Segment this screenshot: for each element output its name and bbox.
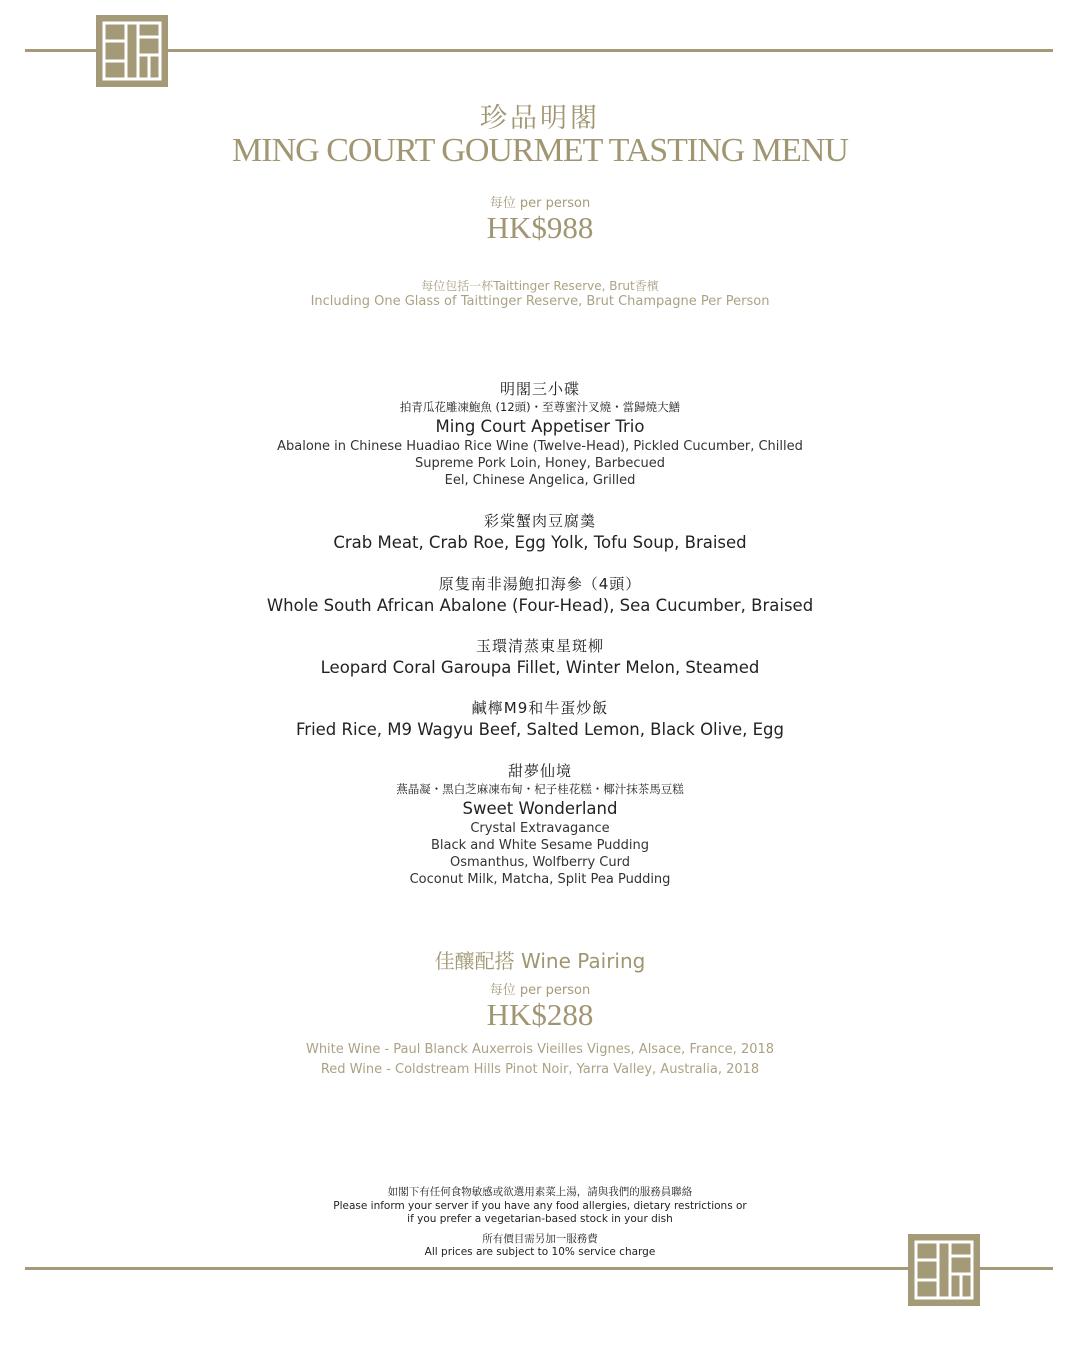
allergy-note-en-1: Please inform your server if you have any food allergies, dietary restrictions or bbox=[333, 1200, 747, 1212]
course-name-en: Ming Court Appetiser Trio bbox=[435, 417, 645, 436]
wine-pairing-title: 佳釀配搭 Wine Pairing bbox=[434, 949, 646, 973]
per-person-label: 每位 per person bbox=[489, 196, 591, 211]
ming-court-logo-icon bbox=[96, 15, 168, 87]
course-name-zh: 明閣三小碟 bbox=[499, 380, 580, 398]
allergy-note-en-2: if you prefer a vegetarian-based stock in your dish bbox=[407, 1213, 673, 1225]
course-appetiser-trio bbox=[0, 380, 1080, 489]
white-wine-line: White Wine - Paul Blanck Auxerrois Vieilles Vignes, Alsace, France, 2018 bbox=[305, 1042, 775, 1057]
course-detail: Crystal Extravagance bbox=[470, 821, 610, 836]
course-fried-rice bbox=[0, 699, 1080, 741]
wine-per-person-label: 每位 per person bbox=[489, 983, 591, 998]
course-detail: Osmanthus, Wolfberry Curd bbox=[450, 855, 630, 870]
allergy-note-zh: 如閣下有任何食物敏感或欲選用素菜上湯，請與我們的服務員聯絡 bbox=[387, 1186, 693, 1198]
course-name-zh: 玉環清蒸東星斑柳 bbox=[475, 637, 604, 655]
course-name-zh: 甜夢仙境 bbox=[507, 762, 572, 780]
course-abalone bbox=[0, 575, 1080, 617]
red-wine-line: Red Wine - Coldstream Hills Pinot Noir, Yarra Valley, Australia, 2018 bbox=[320, 1062, 760, 1077]
top-rule bbox=[25, 49, 1053, 52]
service-charge-en: All prices are subject to 10% service charge bbox=[424, 1246, 656, 1258]
course-garoupa bbox=[0, 637, 1080, 679]
wine-pairing-price: HK$288 bbox=[486, 997, 594, 1032]
menu-title-zh: 珍品明閣 bbox=[480, 103, 600, 134]
course-sweet-wonderland bbox=[0, 762, 1080, 888]
course-name-en: Fried Rice, M9 Wagyu Beef, Salted Lemon, Black Olive, Egg bbox=[296, 720, 784, 739]
menu-price: HK$988 bbox=[486, 210, 594, 245]
champagne-note-zh: 每位包括一杯Taittinger Reserve, Brut香檳 bbox=[421, 279, 659, 293]
bottom-rule bbox=[25, 1267, 1053, 1270]
course-crab-soup bbox=[0, 512, 1080, 554]
course-detail: Black and White Sesame Pudding bbox=[430, 838, 650, 853]
course-name-en: Whole South African Abalone (Four-Head), Sea Cucumber, Braised bbox=[266, 596, 814, 615]
course-detail: Eel, Chinese Angelica, Grilled bbox=[444, 473, 636, 488]
service-charge-zh: 所有價目需另加一服務費 bbox=[482, 1233, 598, 1245]
course-detail: Coconut Milk, Matcha, Split Pea Pudding bbox=[409, 872, 671, 887]
menu-title-en: MING COURT GOURMET TASTING MENU bbox=[232, 132, 848, 169]
course-name-zh: 原隻南非湯鮑扣海參（4頭） bbox=[438, 575, 642, 593]
course-items-zh: 拍青瓜花雕凍鮑魚 (12頭)・至尊蜜汁叉燒・當歸燒大鱔 bbox=[399, 400, 681, 414]
course-detail: Supreme Pork Loin, Honey, Barbecued bbox=[414, 456, 666, 471]
course-name-en: Crab Meat, Crab Roe, Egg Yolk, Tofu Soup, Braised bbox=[333, 533, 747, 552]
course-items-zh: 燕晶凝・黑白芝麻凍布甸・杞子桂花糕・椰汁抹茶馬豆糕 bbox=[396, 782, 684, 796]
course-name-zh: 彩棠蟹肉豆腐羹 bbox=[483, 512, 596, 530]
course-name-en: Sweet Wonderland bbox=[462, 799, 618, 818]
course-name-en: Leopard Coral Garoupa Fillet, Winter Melon, Steamed bbox=[320, 658, 760, 677]
champagne-note-en: Including One Glass of Taittinger Reserve, Brut Champagne Per Person bbox=[310, 294, 770, 309]
course-detail: Abalone in Chinese Huadiao Rice Wine (Twelve-Head), Pickled Cucumber, Chilled bbox=[277, 439, 803, 454]
course-name-zh: 鹹檸M9和牛蛋炒飯 bbox=[471, 699, 609, 717]
